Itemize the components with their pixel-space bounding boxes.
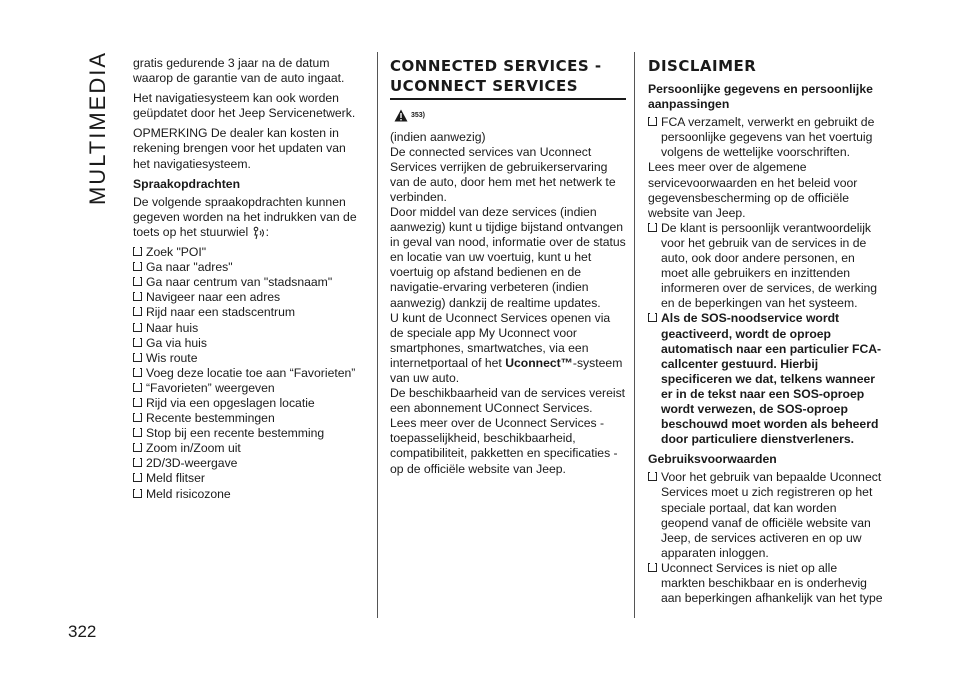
list-item-sos: Als de SOS-noodservice wordt geactiveerd, wordt de oproep automatisch naar een particulier FCA-callcenter gestuurd. Hierbij specificeren we dat, telkens wanneer er in de tekst naar een SOS-oproep wordt verwezen, de SOS-oproep beschouwd moet worden als beheerd door particuliere dienstverleners.: [648, 311, 884, 447]
column-divider: [377, 52, 378, 618]
heading-underline: [390, 98, 626, 100]
warning-triangle-icon: [394, 109, 408, 122]
voice-intro-end: :: [265, 224, 269, 239]
uconnect-brand: Uconnect™: [505, 355, 573, 370]
list-item: Navigeer naar een adres: [133, 290, 363, 305]
column-connected-services: [390, 56, 626, 477]
paragraph: Door middel van deze services (indien aanwezig) kunt u tijdige bijstand ontvangen in geval van nood, informatie over de status en locatie van uw voertuig, kunt u het voertuig op afstand bedienen en de navigatie-ervaring verbeteren (indien aanwezig) dankzij de realtime updates.: [390, 204, 626, 310]
bullet-icon: [133, 368, 142, 377]
list-item: Zoek "POI": [133, 245, 363, 260]
list-item: Zoom in/Zoom uit: [133, 441, 363, 456]
bullet-icon: [133, 383, 142, 392]
list-item: Rijd via een opgeslagen locatie: [133, 396, 363, 411]
paragraph: (indien aanwezig): [390, 129, 486, 144]
list-item: Ga via huis: [133, 336, 363, 351]
voice-intro: [133, 195, 363, 240]
page-number: 322: [68, 622, 97, 641]
list-item: Wis route: [133, 351, 363, 366]
bullet-icon: [133, 473, 142, 482]
bullet-icon: [133, 428, 142, 437]
list-item: Rijd naar een stadscentrum: [133, 305, 363, 320]
subheading-voice-commands: Spraakopdrachten: [133, 176, 241, 191]
section-title-text: MULTIMEDIA: [85, 50, 110, 206]
subheading-terms-of-use: Gebruiksvoorwaarden: [648, 452, 777, 467]
list-item: Recente bestemmingen: [133, 411, 363, 426]
list-item: Meld flitser: [133, 471, 363, 486]
paragraph: De beschikbaarheid van de services vereist een abonnement UConnect Services.: [390, 386, 626, 416]
paragraph: Lees meer over de algemene servicevoorwaarden en het beleid voor gegevensbescherming op de officiële website van Jeep.: [648, 160, 858, 220]
list-item: “Favorieten” weergeven: [133, 381, 363, 396]
section-heading: CONNECTED SERVICES - UCONNECT SERVICES: [390, 57, 602, 95]
column-disclaimer: [648, 56, 884, 606]
section-side-title: [78, 50, 118, 206]
list-item: Naar huis: [133, 321, 363, 336]
bullet-icon: [133, 307, 142, 316]
bullet-icon: [648, 223, 657, 232]
bullet-icon: [133, 292, 142, 301]
bullet-icon: [133, 458, 142, 467]
bullet-icon: [133, 353, 142, 362]
column-navigation: [133, 56, 363, 502]
bullet-icon: [133, 262, 142, 271]
disclaimer-heading: DISCLAIMER: [648, 57, 757, 75]
bullet-icon: [133, 398, 142, 407]
paragraph: Lees meer over de Uconnect Services - toepasselijkheid, beschikbaarheid, compatibiliteit, pakketten en specificaties - op de officiële website van Jeep.: [390, 416, 618, 476]
warning-ref-number: 353): [411, 111, 426, 119]
bullet-icon: [133, 338, 142, 347]
bullet-icon: [648, 563, 657, 572]
list-item: 2D/3D-weergave: [133, 456, 363, 471]
bullet-icon: [133, 323, 142, 332]
list-item: De klant is persoonlijk verantwoordelijk voor het gebruik van de services in de auto, ook door andere personen, en moet alle gebruikers en inzittenden informeren over de services, de werking en de beperkingen van het systeem.: [648, 221, 884, 312]
voice-intro-text: De volgende spraakopdrachten kunnen gegeven worden na het indrukken van de toets op het stuurwiel: [133, 194, 357, 239]
bullet-icon: [133, 413, 142, 422]
paragraph: Het navigatiesysteem kan ook worden geüpdatet door het Jeep Servicenetwerk.: [133, 91, 356, 121]
list-item: Voor het gebruik van bepaalde Uconnect Services moet u zich registreren op het speciale portaal, dat kan worden geopend vanaf de officiële website van Jeep, de services activeren en op uw apparaten inloggen.: [648, 470, 884, 561]
bullet-icon: [648, 472, 657, 481]
voice-command-list: [133, 245, 363, 502]
list-item: Stop bij een recente bestemming: [133, 426, 363, 441]
column-divider: [634, 52, 635, 618]
paragraph: OPMERKING De dealer kan kosten in rekening brengen voor het updaten van het navigatiesysteem.: [133, 126, 346, 171]
warning-reference: [394, 106, 626, 126]
subheading-personal-data: Persoonlijke gegevens en persoonlijke aanpassingen: [648, 82, 873, 112]
list-item: Ga naar centrum van "stadsnaam": [133, 275, 363, 290]
voice-command-icon: [252, 226, 266, 240]
list-item: FCA verzamelt, verwerkt en gebruikt de persoonlijke gegevens van het voertuig volgens de wettelijke voorschriften.: [648, 115, 884, 160]
list-item: Voeg deze locatie toe aan “Favorieten”: [133, 366, 363, 381]
paragraph: U kunt de Uconnect Services openen via de speciale app My Uconnect voor smartphones, smartwatches, via een internetportaal of het Uconnect™-systeem van uw auto.: [390, 310, 623, 385]
bullet-icon: [648, 117, 657, 126]
list-item: Ga naar "adres": [133, 260, 363, 275]
paragraph: De connected services van Uconnect Services verrijken de gebruikerservaring van de auto, door hem met het netwerk te verbinden.: [390, 144, 616, 204]
bullet-icon: [133, 247, 142, 256]
bullet-icon: [133, 489, 142, 498]
bullet-icon: [133, 443, 142, 452]
list-item: Meld risicozone: [133, 487, 363, 502]
bullet-icon: [648, 313, 657, 322]
list-item: Uconnect Services is niet op alle markten beschikbaar en is onderhevig aan beperkingen afhankelijk van het type: [648, 561, 884, 606]
bullet-icon: [133, 277, 142, 286]
paragraph: gratis gedurende 3 jaar na de datum waarop de garantie van de auto ingaat.: [133, 56, 345, 86]
